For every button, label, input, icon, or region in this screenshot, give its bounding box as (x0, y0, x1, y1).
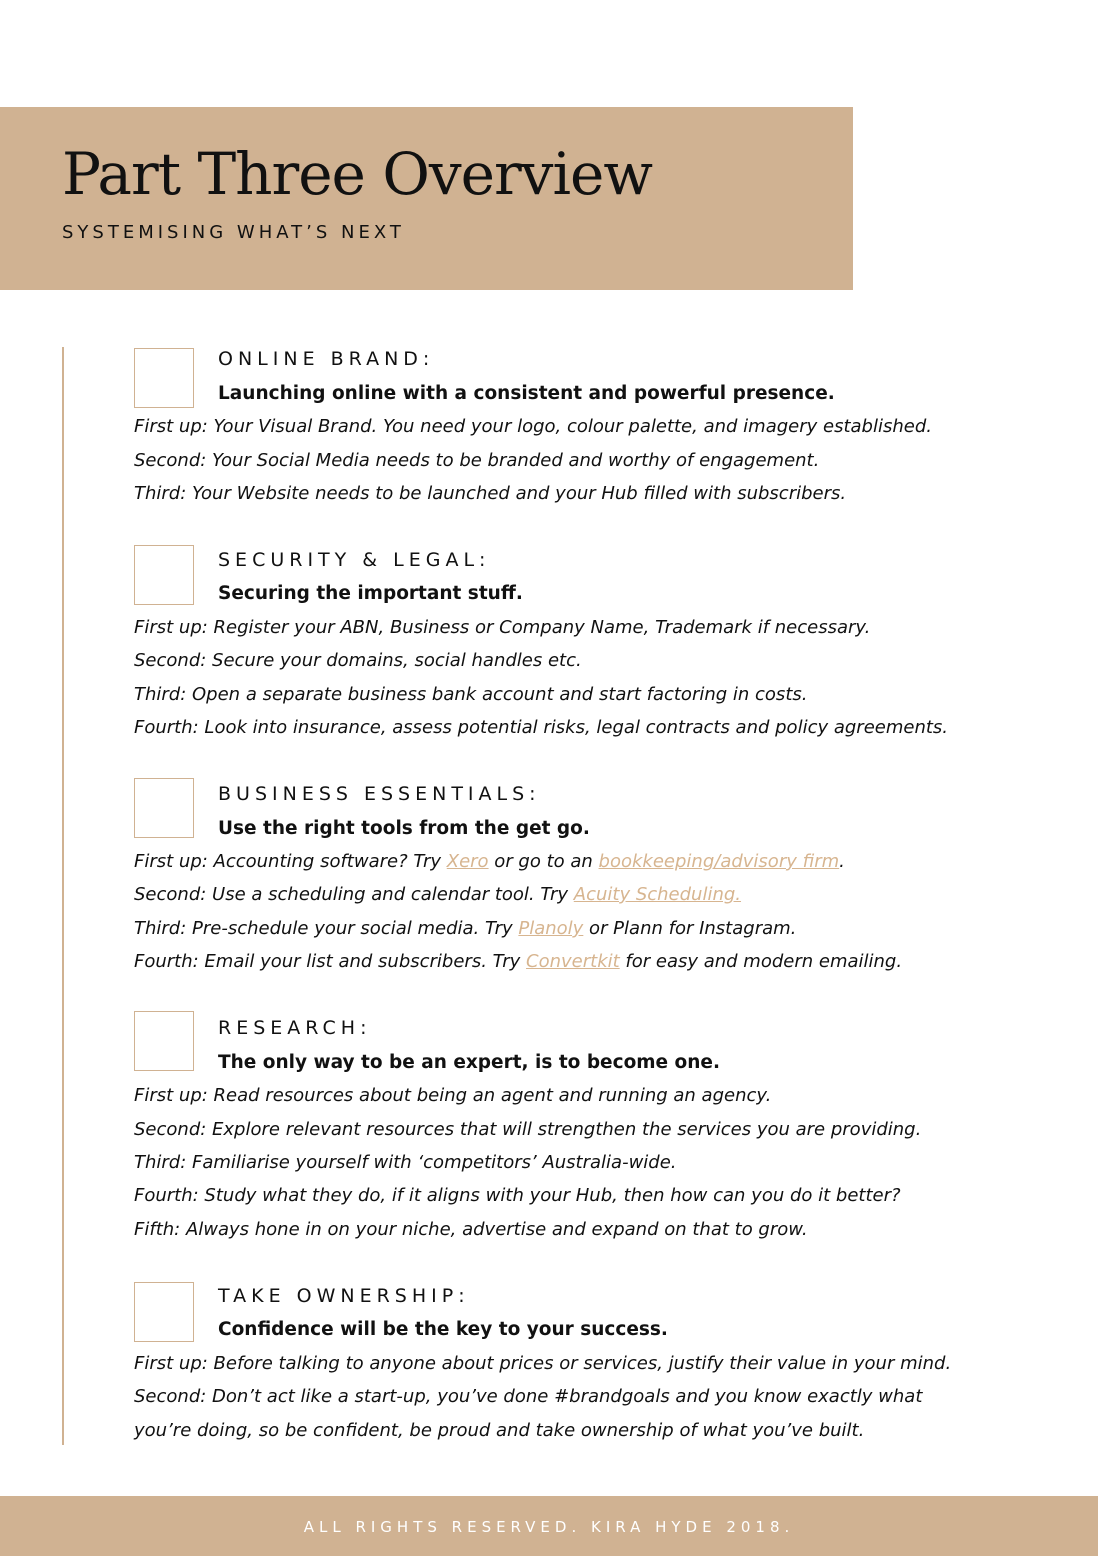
section-tagline: Use the right tools from the get go. (218, 818, 590, 839)
list-item: Fourth: Look into insurance, assess potential risks, legal contracts and policy agreements. (134, 717, 949, 738)
list-item: Third: Your Website needs to be launched and your Hub filled with subscribers. (134, 483, 847, 504)
list-item: First up: Read resources about being an agent and running an agency. (134, 1085, 772, 1106)
line-text: First up: Accounting software? Try (134, 851, 447, 872)
list-item: Third: Familiarise yourself with ‘competitors’ Australia-wide. (134, 1152, 677, 1173)
page-subtitle: SYSTEMISING WHAT’S NEXT (62, 222, 405, 243)
section-heading: RESEARCH: (218, 1017, 372, 1039)
list-item: Second: Your Social Media needs to be branded and worthy of engagement. (134, 450, 820, 471)
side-rule (62, 347, 64, 1445)
section-tagline: Confidence will be the key to your success. (218, 1319, 668, 1340)
bookkeeping-advisory-firm-link[interactable]: bookkeeping/advisory firm (598, 851, 840, 872)
line-text: Fourth: Email your list and subscribers. Try (134, 951, 527, 972)
list-item: First up: Register your ABN, Business or Company Name, Trademark if necessary. (134, 617, 871, 638)
section-tagline: The only way to be an expert, is to become one. (218, 1052, 721, 1073)
list-item (134, 884, 741, 905)
list-item (134, 918, 796, 939)
xero-link[interactable]: Xero (446, 851, 489, 872)
section-tagline: Launching online with a consistent and powerful presence. (218, 383, 835, 404)
line-text: Second: Use a scheduling and calendar tool. Try (134, 884, 574, 905)
online-brand-checkbox[interactable] (134, 348, 194, 408)
list-item: Fourth: Study what they do, if it aligns with your Hub, then how can you do it better? (134, 1185, 901, 1206)
section-tagline: Securing the important stuff. (218, 583, 523, 604)
footer-text: ALL RIGHTS RESERVED. KIRA HYDE 2018. (303, 1518, 795, 1536)
section-heading: SECURITY & LEGAL: (218, 549, 491, 571)
line-text: or Plann for Instagram. (583, 918, 797, 939)
list-item: Second: Explore relevant resources that will strengthen the services you are providing. (134, 1119, 922, 1140)
line-text: for easy and modern emailing. (619, 951, 903, 972)
line-text: or go to an (488, 851, 599, 872)
business-essentials-checkbox[interactable] (134, 778, 194, 838)
security-legal-checkbox[interactable] (134, 545, 194, 605)
acuity-scheduling-link[interactable]: Acuity Scheduling. (573, 884, 742, 905)
list-item (134, 951, 902, 972)
list-item (134, 851, 845, 872)
section-heading: TAKE OWNERSHIP: (218, 1285, 470, 1307)
section-heading: BUSINESS ESSENTIALS: (218, 783, 541, 805)
section-heading: ONLINE BRAND: (218, 348, 435, 370)
research-checkbox[interactable] (134, 1011, 194, 1071)
list-item: First up: Before talking to anyone about prices or services, justify their value in your mind. (134, 1353, 952, 1374)
convertkit-link[interactable]: Convertkit (526, 951, 620, 972)
list-item: Fifth: Always hone in on your niche, advertise and expand on that to grow. (134, 1219, 808, 1240)
list-item: Third: Open a separate business bank account and start factoring in costs. (134, 684, 808, 705)
line-text: Third: Pre-schedule your social media. Try (134, 918, 519, 939)
list-item: Second: Don’t act like a start-up, you’ve done #brandgoals and you know exactly what (134, 1386, 923, 1407)
page-title: Part Three Overview (62, 140, 652, 208)
planoly-link[interactable]: Planoly (518, 918, 584, 939)
line-text: . (839, 851, 845, 872)
list-item: Second: Secure your domains, social handles etc. (134, 650, 582, 671)
list-item: First up: Your Visual Brand. You need your logo, colour palette, and imagery established. (134, 416, 932, 437)
list-item: you’re doing, so be confident, be proud and take ownership of what you’ve built. (134, 1420, 865, 1441)
take-ownership-checkbox[interactable] (134, 1282, 194, 1342)
